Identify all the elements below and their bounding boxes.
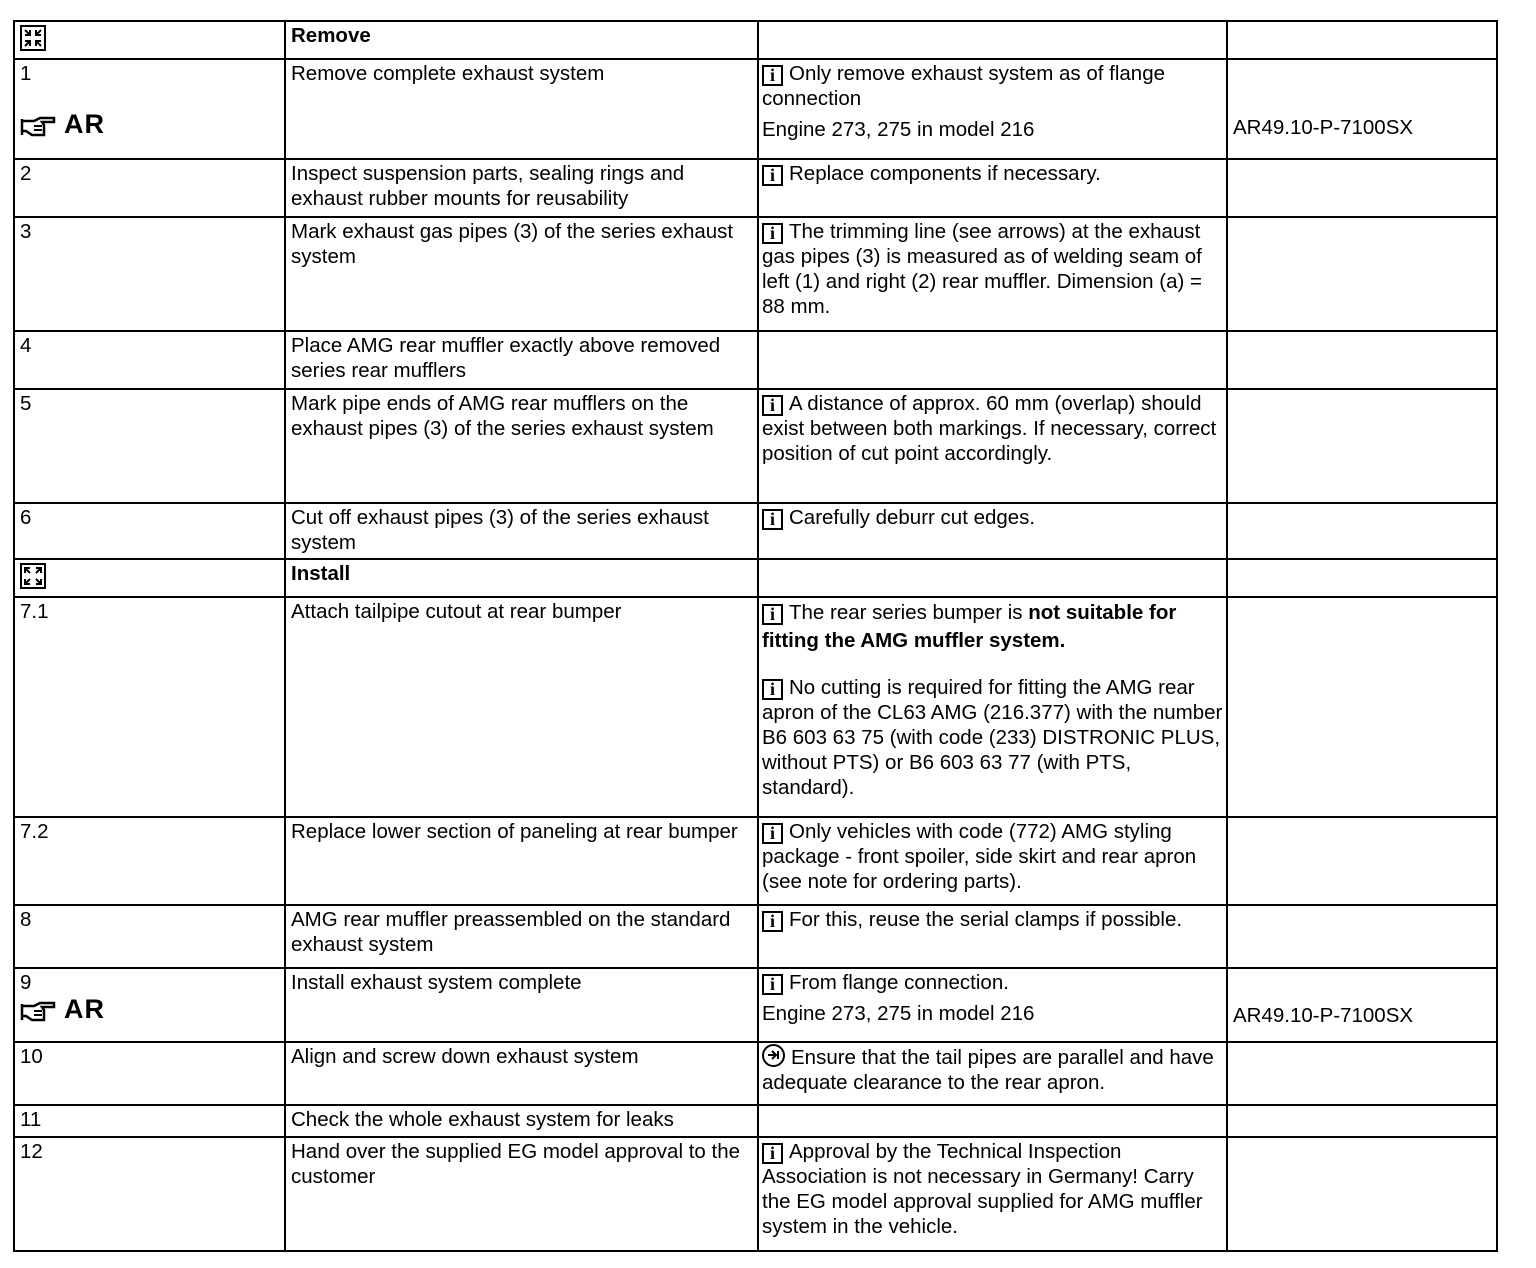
- table-row: [14, 1105, 1497, 1137]
- ar-label: AR: [64, 994, 105, 1024]
- step-note: i Only remove exhaust system as of flange connection: [762, 62, 1166, 110]
- step-note: i No cutting is required for fitting the AMG rear apron of the CL63 AMG (216.377) with the number B6 603 63 75 (with code (233) DISTRONIC PLUS, without PTS) or B6 603 63 77 (with PTS, standard).: [762, 676, 1223, 799]
- pointing-hand-icon: [20, 116, 60, 138]
- ar-label: AR: [64, 109, 105, 139]
- pointing-hand-icon: [20, 1001, 60, 1023]
- info-icon: i: [762, 974, 783, 995]
- caution-icon: [762, 1044, 785, 1067]
- info-icon: i: [762, 604, 783, 625]
- table-row: [14, 331, 1497, 389]
- step-action: Align and screw down exhaust system: [285, 1042, 758, 1105]
- table-row: [14, 817, 1497, 905]
- step-number: 3: [14, 217, 285, 331]
- step-action: Inspect suspension parts, sealing rings and exhaust rubber mounts for reusability: [285, 159, 758, 217]
- step-number: 10: [14, 1042, 285, 1105]
- info-icon: i: [762, 509, 783, 530]
- remove-section-icon: [20, 25, 46, 51]
- step-action: Cut off exhaust pipes (3) of the series exhaust system: [285, 503, 758, 559]
- step-number: 4: [14, 331, 285, 389]
- step-note: i From flange connection.: [762, 970, 1223, 995]
- section-row-remove: [14, 21, 1497, 59]
- step-action: Mark pipe ends of AMG rear mufflers on the exhaust pipes (3) of the series exhaust system: [285, 389, 758, 503]
- info-icon: i: [762, 65, 783, 86]
- step-note: i The rear series bumper is not suitable for fitting the AMG muffler system.: [762, 601, 1177, 652]
- step-action: Mark exhaust gas pipes (3) of the series exhaust system: [285, 217, 758, 331]
- step-note: i The trimming line (see arrows) at the exhaust gas pipes (3) is measured as of welding seam of left (1) and right (2) rear muffler. Dimension (a) = 88 mm.: [758, 217, 1227, 331]
- engine-applicability: Engine 273, 275 in model 216: [762, 1002, 1035, 1025]
- step-note: Ensure that the tail pipes are parallel and have adequate clearance to the rear apron.: [758, 1042, 1227, 1105]
- step-note: i A distance of approx. 60 mm (overlap) should exist between both markings. If necessary, correct position of cut point accordingly.: [758, 389, 1227, 503]
- info-icon: i: [762, 679, 783, 700]
- step-note: i Approval by the Technical Inspection Association is not necessary in Germany! Carry the EG model approval supplied for AMG muffler system in the vehicle.: [758, 1137, 1227, 1251]
- table-row: [14, 503, 1497, 559]
- step-action: Place AMG rear muffler exactly above removed series rear mufflers: [285, 331, 758, 389]
- table-row: [14, 217, 1497, 331]
- step-action: Replace lower section of paneling at rear bumper: [285, 817, 758, 905]
- table-row: [14, 597, 1497, 817]
- step-number: 5: [14, 389, 285, 503]
- table-row: [14, 905, 1497, 968]
- step-number: 7.2: [14, 817, 285, 905]
- table-row: [14, 159, 1497, 217]
- step-number: 7.1: [14, 597, 285, 817]
- ar-document-reference[interactable]: AR49.10-P-7100SX: [1233, 116, 1414, 139]
- step-number: 9: [20, 971, 32, 994]
- step-action: Hand over the supplied EG model approval to the customer: [285, 1137, 758, 1251]
- install-section-icon: [20, 563, 46, 589]
- step-action: Check the whole exhaust system for leaks: [285, 1105, 758, 1137]
- step-number: 12: [14, 1137, 285, 1251]
- step-note: i Replace components if necessary.: [758, 159, 1227, 217]
- step-action: Install exhaust system complete: [285, 968, 758, 1042]
- table-row: [14, 389, 1497, 503]
- section-row-install: [14, 559, 1497, 597]
- info-icon: i: [762, 823, 783, 844]
- step-number: 1: [20, 62, 32, 85]
- step-note: i For this, reuse the serial clamps if possible.: [758, 905, 1227, 968]
- step-number: 6: [14, 503, 285, 559]
- info-icon: i: [762, 223, 783, 244]
- info-icon: i: [762, 395, 783, 416]
- ar-document-reference[interactable]: AR49.10-P-7100SX: [1233, 1004, 1414, 1027]
- ar-reference-marker: [20, 995, 279, 1023]
- step-action: Attach tailpipe cutout at rear bumper: [285, 597, 758, 817]
- engine-applicability: Engine 273, 275 in model 216: [762, 118, 1035, 141]
- ar-reference-marker: [20, 110, 279, 138]
- table-row: [14, 59, 1497, 159]
- table-row: [14, 1042, 1497, 1105]
- section-title: Install: [285, 559, 758, 597]
- info-icon: i: [762, 165, 783, 186]
- step-number: 11: [14, 1105, 285, 1137]
- step-number: 8: [14, 905, 285, 968]
- step-number: 2: [14, 159, 285, 217]
- step-note: i Only vehicles with code (772) AMG styling package - front spoiler, side skirt and rear apron (see note for ordering parts).: [758, 817, 1227, 905]
- section-title: Remove: [285, 21, 758, 59]
- step-note: i Carefully deburr cut edges.: [758, 503, 1227, 559]
- step-action: AMG rear muffler preassembled on the standard exhaust system: [285, 905, 758, 968]
- info-icon: i: [762, 1143, 783, 1164]
- info-icon: i: [762, 911, 783, 932]
- procedure-table: [13, 20, 1498, 1252]
- table-row: [14, 968, 1497, 1042]
- step-action: Remove complete exhaust system: [285, 59, 758, 159]
- table-row: [14, 1137, 1497, 1251]
